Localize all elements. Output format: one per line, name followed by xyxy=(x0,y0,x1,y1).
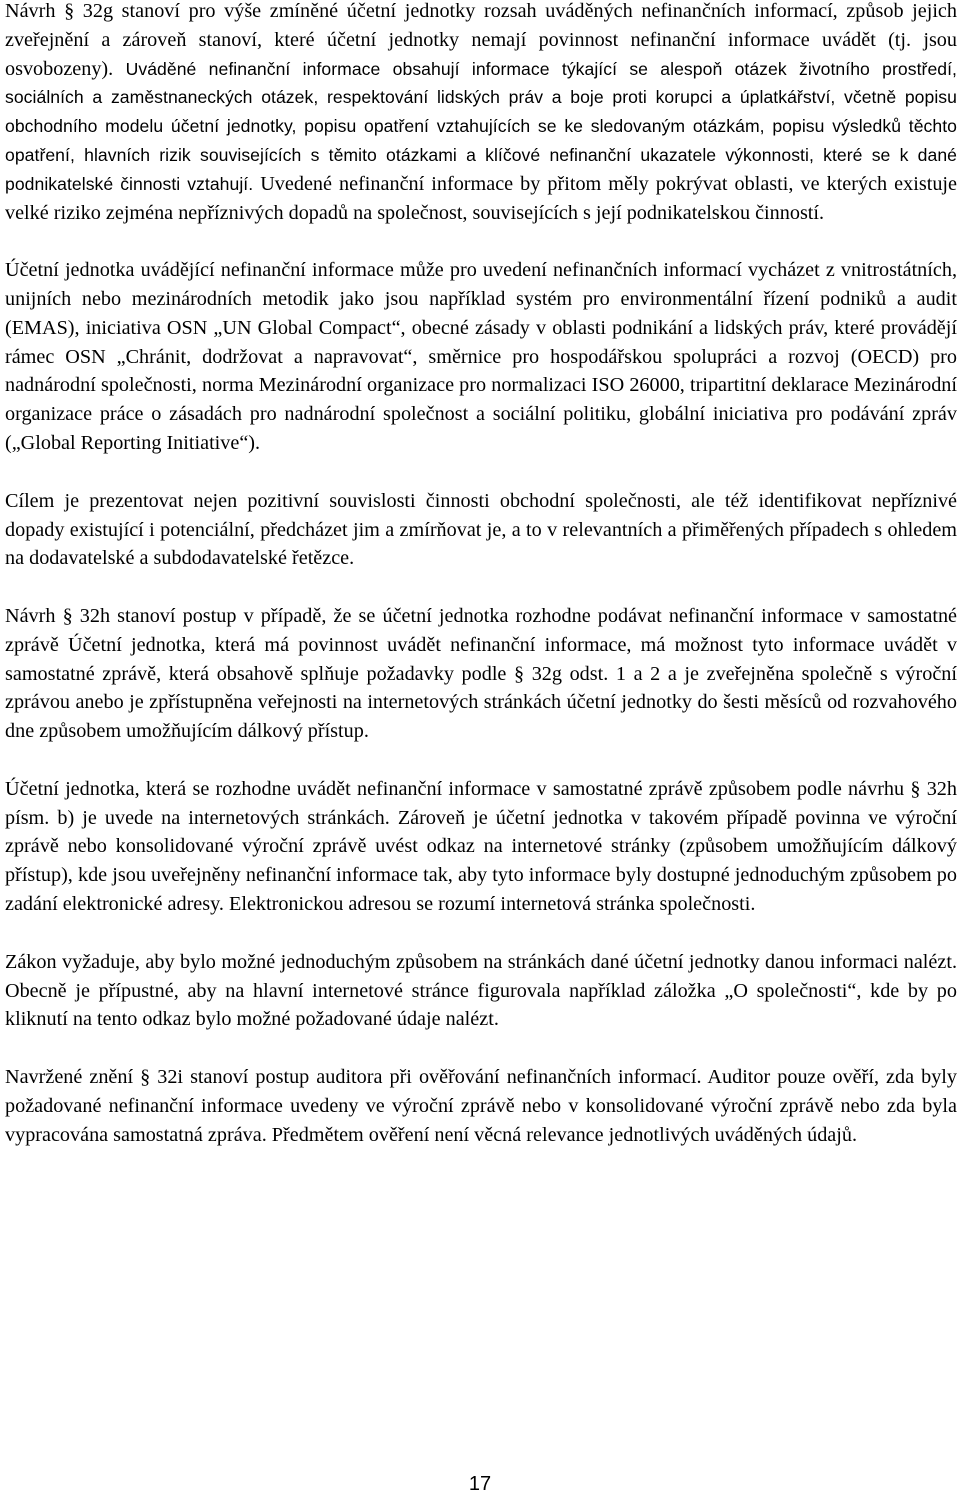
page-number: 17 xyxy=(468,1473,492,1495)
paragraph-goal-text: Cílem je prezentovat nejen pozitivní souvislosti činnosti obchodní společnosti, ale též identifikovat nepříznivé dopady existující i potenciální, předcházet jim a zmírňovat je, a to v relevantních a přiměřených případech s ohledem na dodavatelské a subdodavatelské řetězce. xyxy=(5,489,957,570)
paragraph-32i xyxy=(5,1063,957,1149)
paragraph-32i-text: Navržené znění § 32i stanoví postup auditora při ověřování nefinančních informací. Auditor pouze ověří, zda byly požadované nefinanční informace uvedeny ve výroční zprávě nebo v konsolidované výroční zprávě nebo zda byla vypracována samostatná zpráva. Předmětem ověření není věcná relevance jednotlivých uváděných údajů. xyxy=(5,1066,957,1146)
paragraph-32g-sans-text: Uváděné nefinanční informace obsahují informace týkající se alespoň otázek životního prostředí, sociálních a zaměstnaneckých otázek, respektování lidských práv a boje proti korupci a úplatkářství, včetně popisu obchodního modelu účetní jednotky, popisu opatření vztahujících se ke sledovaným otázkám, popisu výsledků těchto opatření, hlavních rizik souvisejících s těmito otázkami a klíčové nefinanční ukazatele výkonnosti, které se k dané podnikatelské činnosti vztahují. xyxy=(5,58,957,194)
paragraph-law-requires-text: Zákon vyžaduje, aby bylo možné jednoduchým způsobem na stránkách dané účetní jednotky danou informaci nalézt. Obecně je přípustné, aby na hlavní internetové stránce figurovala například záložka „O společnosti“, kde by po kliknutí na tento odkaz bylo možné požadované údaje nalézt. xyxy=(5,950,957,1031)
paragraph-methodologies-text: Účetní jednotka uvádějící nefinanční informace může pro uvedení nefinančních informací vycházet z vnitrostátních, unijních nebo mezinárodních metodik jako jsou například systém pro environmentální řízení podniků a audit (EMAS), iniciativa OSN „UN Global Compact“, obecné zásady v oblasti podnikání a lidských práv, které provádějí rámec OSN „Chránit, dodržovat a napravovat“, směrnice pro hospodářskou spolupráci a rozvoj (OECD) pro nadnárodní společnosti, norma Mezinárodní organizace pro normalizaci ISO 26000, tripartitní deklarace Mezinárodní organizace práce o zásadách pro nadnárodní společnost a sociální politiku, globální iniciativa pro podávání zpráv („Global Reporting Initiative“). xyxy=(5,259,957,455)
paragraph-separate-report xyxy=(5,775,957,919)
paragraph-separate-report-text: Účetní jednotka, která se rozhodne uvádět nefinanční informace v samostatné zprávě způsobem podle návrhu § 32h písm. b) je uvede na internetových stránkách. Zároveň je účetní jednotka v takovém případě povinna ve výroční zprávě nebo konsolidované výroční zprávě uvést odkaz na internetové stránky (způsobem umožňujícím dálkový přístup), kde jsou uveřejněny nefinanční informace tak, aby tyto informace byly dostupné jednoduchým způsobem po zadání elektronické adresy. Elektronickou adresou se rozumí internetová stránka společnosti. xyxy=(5,777,957,916)
paragraph-32h xyxy=(5,602,957,746)
paragraph-32h-text: Návrh § 32h stanoví postup v případě, že se účetní jednotka rozhodne podávat nefinanční informace v samostatné zprávě Účetní jednotka, která má povinnost uvádět nefinanční informace, má možnost tyto informace uvádět v samostatné zprávě, která obsahově splňuje požadavky podle § 32g odst. 1 a 2 a je zveřejněna společně s výroční zprávou anebo je zpřístupněna veřejnosti na internetových stránkách účetní jednotky do šesti měsíců od rozvahového dne způsobem umožňujícím dálkový přístup. xyxy=(5,605,957,743)
paragraph-methodologies xyxy=(5,256,957,458)
paragraph-goal xyxy=(5,487,957,573)
paragraph-32g-intro: Návrh § 32g stanoví pro výše zmíněné účetní jednotky rozsah uváděných nefinančních informací, způsob jejich zveřejnění a zároveň stanoví, které účetní jednotky nemají povinnost nefinanční informace uvádět (tj. jsou osvobozeny). xyxy=(5,0,957,80)
document-page xyxy=(5,0,957,1509)
paragraph-32g-outro: Uvedené nefinanční informace by přitom měly pokrývat oblasti, ve kterých existuje velké riziko zejména nepříznivých dopadů na společnost, souvisejících s její podnikatelskou činností. xyxy=(5,172,957,224)
paragraph-32g xyxy=(5,0,957,227)
paragraph-law-requires xyxy=(5,948,957,1034)
